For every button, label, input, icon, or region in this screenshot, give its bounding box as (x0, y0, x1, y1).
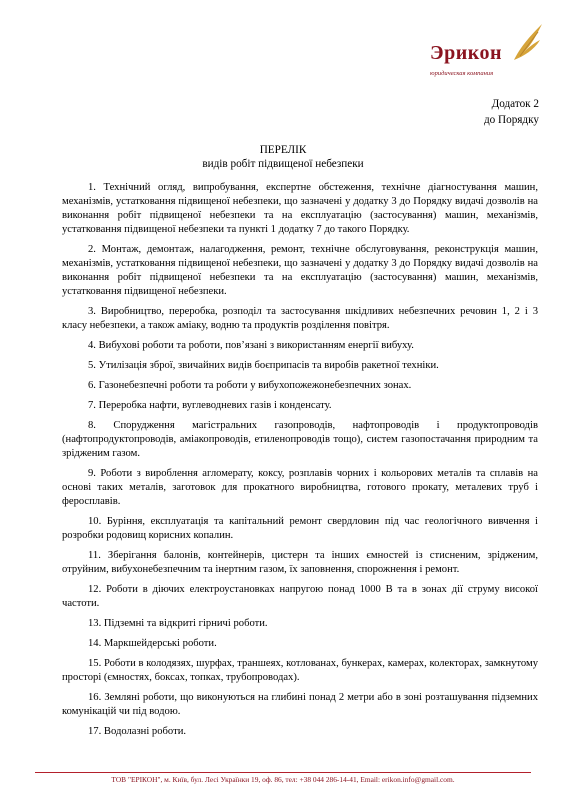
title-subtitle: видів робіт підвищеної небезпеки (202, 157, 364, 170)
list-item: 7. Переробка нафти, вуглеводневих газів і конденсату. (88, 399, 332, 411)
work-list (62, 181, 538, 745)
list-item: 1. Технічний огляд, випробування, експертне обстеження, технічне діагностування машин, механізмів, устатковання підвищеної небезпеки, що зазначені у додатку 3 до Порядку видачі дозволів на виконання робіт підвищеної небезпеки та на експлуатацію (застосування) машин, механізмів, устатковання підвищеної небезпеки та пункті 1 додатку 7 до такого Порядку. (62, 182, 538, 235)
list-item: 11. Зберігання балонів, контейнерів, цистерн та інших ємностей із стисненим, зрідженим, отруйним, вибухонебезпечним та інертним газом, їх заповнення, спорожнення і ремонт. (62, 549, 538, 575)
annex-reference (484, 97, 539, 128)
list-item: 9. Роботи з вироблення агломерату, коксу, розплавів чорних і кольорових металів та сплавів на основі таких металів, заготовок для прокатного виробництва, готового прокату, металевих труб і феросплавів. (62, 467, 538, 507)
list-item: 10. Буріння, експлуатація та капітальний ремонт свердловин під час геологічного вивчення і розробки родовищ корисних копалин. (62, 515, 538, 541)
list-item: 4. Вибухові роботи та роботи, пов’язані з використанням енергії вибуху. (88, 339, 414, 351)
logo-name: Эрикон (430, 42, 502, 64)
document-title (0, 144, 566, 171)
company-logo (424, 22, 544, 86)
footer-divider (35, 772, 531, 773)
list-item: 2. Монтаж, демонтаж, налагодження, ремонт, технічне обслуговування, реконструкція машин, механізмів, устатковання підвищеної небезпеки, що зазначені у додатку 3 до Порядку видачі дозволів на виконання робіт підвищеної небезпеки та на експлуатацію (застосування) машин, механізмів, устатковання підвищеної небезпеки. (62, 243, 538, 297)
list-item: 5. Утилізація зброї, звичайних видів боєприпасів та виробів ракетної техніки. (88, 359, 439, 371)
list-item: 8. Спорудження магістральних газопроводів, нафтопроводів і продуктопроводів (нафтопродуктопроводів, аміакопроводів, етиленопроводів тощо), систем газопостачання природним та зрідженим газом. (62, 420, 538, 459)
bird-wing-icon (510, 22, 544, 62)
list-item: 6. Газонебезпечні роботи та роботи у вибухопожежонебезпечних зонах. (88, 379, 412, 391)
logo-tagline: юридическая компания (430, 70, 494, 77)
annex-line-1: Додаток 2 (491, 98, 539, 110)
list-item: 12. Роботи в діючих електроустановках напругою понад 1000 В та в зонах дії струму високої частоти. (62, 583, 538, 609)
footer-contacts: ТОВ "ЕРІКОН", м. Київ, бул. Лесі Українки 19, оф. 86, тел: +38 044 286-14-41, Email: erikon.info@gmail.com. (111, 775, 455, 784)
list-item: 17. Водолазні роботи. (88, 726, 187, 737)
list-item: 3. Виробництво, переробка, розподіл та застосування шкідливих небезпечних речовин 1, 2 і 3 класу небезпеки, а також аміаку, водню та продуктів розділення повітря. (62, 305, 538, 331)
list-item: 16. Земляні роботи, що виконуються на глибині понад 2 метри або в зоні розташування підземних комунікацій чи під водою. (62, 692, 538, 717)
list-item: 15. Роботи в колодязях, шурфах, траншеях, котлованах, бункерах, камерах, колекторах, замкнутому просторі (ємностях, боксах, топках, трубопроводах). (62, 658, 538, 683)
list-item: 13. Підземні та відкриті гірничі роботи. (88, 617, 268, 629)
title-main: ПЕРЕЛІК (259, 144, 307, 156)
annex-line-2: до Порядку (483, 113, 539, 126)
list-item: 14. Маркшейдерські роботи. (88, 637, 217, 649)
